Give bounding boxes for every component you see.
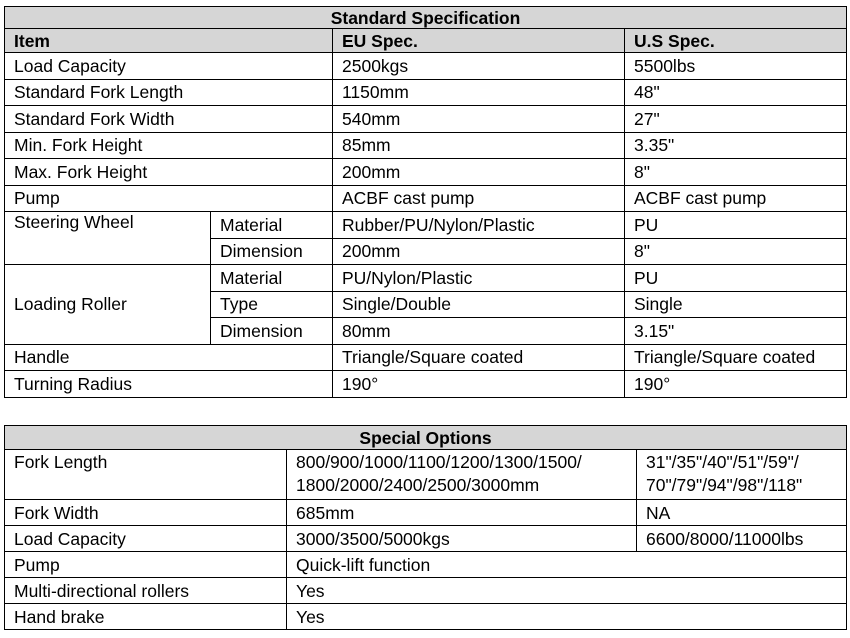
table-row xyxy=(5,79,847,106)
table-row xyxy=(5,106,847,133)
us-value: 48" xyxy=(625,79,847,106)
column-header-item: Item xyxy=(5,29,333,53)
row-item: Handle xyxy=(5,344,333,371)
us-value: 27" xyxy=(625,106,847,133)
table-row xyxy=(5,159,847,186)
row-item: Max. Fork Height xyxy=(5,159,333,186)
eu-value: PU/Nylon/Plastic xyxy=(333,265,625,292)
us-value: 31"/35"/40"/51"/59"/ 70"/79"/94"/98"/118" xyxy=(637,450,847,500)
table-row xyxy=(5,526,847,552)
eu-value: 85mm xyxy=(333,132,625,159)
sub-item: Dimension xyxy=(211,238,333,265)
us-value: NA xyxy=(637,500,847,526)
us-value: 8" xyxy=(625,238,847,265)
table-row xyxy=(5,578,847,604)
table-row xyxy=(5,371,847,398)
us-value: ACBF cast pump xyxy=(625,185,847,212)
table-row xyxy=(5,344,847,371)
table-row xyxy=(5,185,847,212)
eu-value: 2500kgs xyxy=(333,53,625,80)
eu-value: Triangle/Square coated xyxy=(333,344,625,371)
eu-value: 3000/3500/5000kgs xyxy=(287,526,637,552)
eu-value: 540mm xyxy=(333,106,625,133)
sub-item: Type xyxy=(211,291,333,318)
eu-value: 1150mm xyxy=(333,79,625,106)
row-item: Pump xyxy=(5,552,287,578)
eu-value: 200mm xyxy=(333,238,625,265)
row-item: Turning Radius xyxy=(5,371,333,398)
row-item: Load Capacity xyxy=(5,53,333,80)
us-value: 6600/8000/11000lbs xyxy=(637,526,847,552)
us-value: 5500lbs xyxy=(625,53,847,80)
row-item: Fork Width xyxy=(5,500,287,526)
row-item: Min. Fork Height xyxy=(5,132,333,159)
sub-item: Material xyxy=(211,265,333,292)
option-value: Yes xyxy=(287,604,847,630)
us-value: PU xyxy=(625,212,847,239)
us-value: Triangle/Square coated xyxy=(625,344,847,371)
table-row xyxy=(5,500,847,526)
eu-value: 800/900/1000/1100/1200/1300/1500/ 1800/2000/2400/2500/3000mm xyxy=(287,450,637,500)
row-item: Fork Length xyxy=(5,450,287,500)
row-item: Pump xyxy=(5,185,333,212)
row-item: Steering Wheel xyxy=(5,212,211,265)
table-title: Standard Specification xyxy=(5,7,847,29)
table-title: Special Options xyxy=(5,426,847,450)
standard-specification-table xyxy=(4,6,847,398)
eu-value: Rubber/PU/Nylon/Plastic xyxy=(333,212,625,239)
us-value: 3.35" xyxy=(625,132,847,159)
column-header-us: U.S Spec. xyxy=(625,29,847,53)
row-item: Standard Fork Width xyxy=(5,106,333,133)
sub-item: Material xyxy=(211,212,333,239)
special-options-table xyxy=(4,425,847,630)
row-item: Load Capacity xyxy=(5,526,287,552)
table-row xyxy=(5,212,847,239)
column-header-eu: EU Spec. xyxy=(333,29,625,53)
eu-value: 685mm xyxy=(287,500,637,526)
sub-item: Dimension xyxy=(211,318,333,345)
table-row xyxy=(5,604,847,630)
eu-value: ACBF cast pump xyxy=(333,185,625,212)
us-value: 190° xyxy=(625,371,847,398)
eu-value: 190° xyxy=(333,371,625,398)
us-value: PU xyxy=(625,265,847,292)
eu-value: 80mm xyxy=(333,318,625,345)
table-row xyxy=(5,450,847,500)
us-value: 8" xyxy=(625,159,847,186)
us-value: 3.15" xyxy=(625,318,847,345)
eu-value: Single/Double xyxy=(333,291,625,318)
eu-value: 200mm xyxy=(333,159,625,186)
table-row xyxy=(5,132,847,159)
table-row xyxy=(5,552,847,578)
table-row xyxy=(5,265,847,292)
row-item: Hand brake xyxy=(5,604,287,630)
row-item: Standard Fork Length xyxy=(5,79,333,106)
table-row xyxy=(5,53,847,80)
option-value: Yes xyxy=(287,578,847,604)
us-value: Single xyxy=(625,291,847,318)
row-item: Loading Roller xyxy=(5,265,211,345)
option-value: Quick-lift function xyxy=(287,552,847,578)
row-item: Multi-directional rollers xyxy=(5,578,287,604)
